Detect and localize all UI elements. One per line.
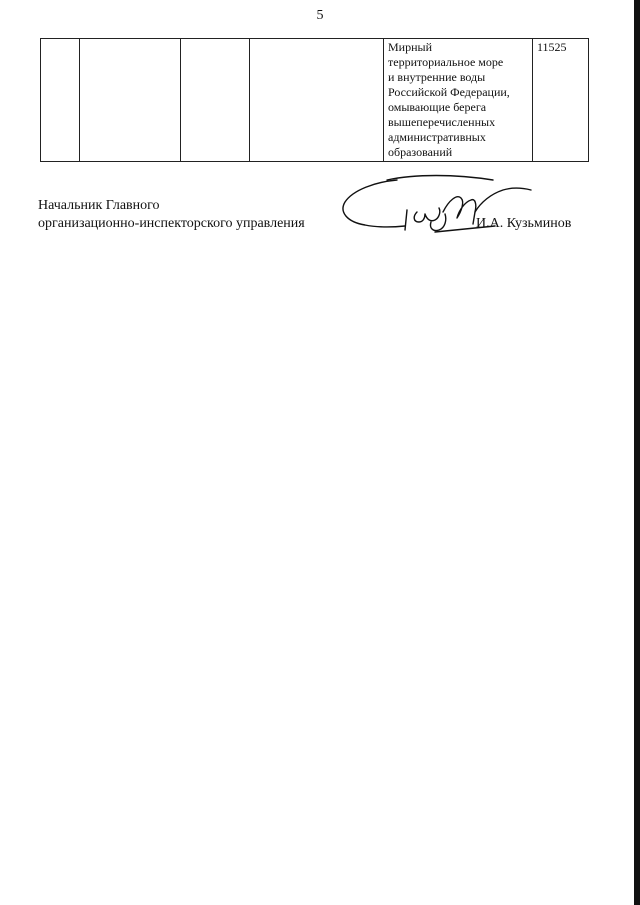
table-cell-empty bbox=[181, 39, 250, 162]
table-cell-code: 11525 bbox=[533, 39, 589, 162]
page-edge-border bbox=[634, 0, 640, 905]
description-line: омывающие берега bbox=[388, 100, 487, 114]
description-line: административных bbox=[388, 130, 486, 144]
signatory-title-line-1: Начальник Главного bbox=[38, 198, 160, 213]
page-number: 5 bbox=[316, 8, 324, 23]
description-line: Российской Федерации, bbox=[388, 85, 510, 99]
description-line: и внутренние воды bbox=[388, 70, 486, 84]
signatory-name: И.А. Кузьминов bbox=[476, 216, 572, 231]
table-cell-empty bbox=[80, 39, 181, 162]
handwritten-signature bbox=[335, 172, 535, 242]
table-cell-empty bbox=[250, 39, 384, 162]
description-line: Мирный bbox=[388, 40, 432, 54]
table-cell-description bbox=[384, 39, 533, 162]
document-table bbox=[40, 38, 589, 162]
description-line: вышеперечисленных bbox=[388, 115, 496, 129]
table-row bbox=[41, 39, 589, 162]
table-cell-empty bbox=[41, 39, 80, 162]
description-line: образований bbox=[388, 145, 453, 159]
signatory-title-line-2: организационно-инспекторского управления bbox=[38, 216, 305, 231]
description-line: территориальное море bbox=[388, 55, 504, 69]
